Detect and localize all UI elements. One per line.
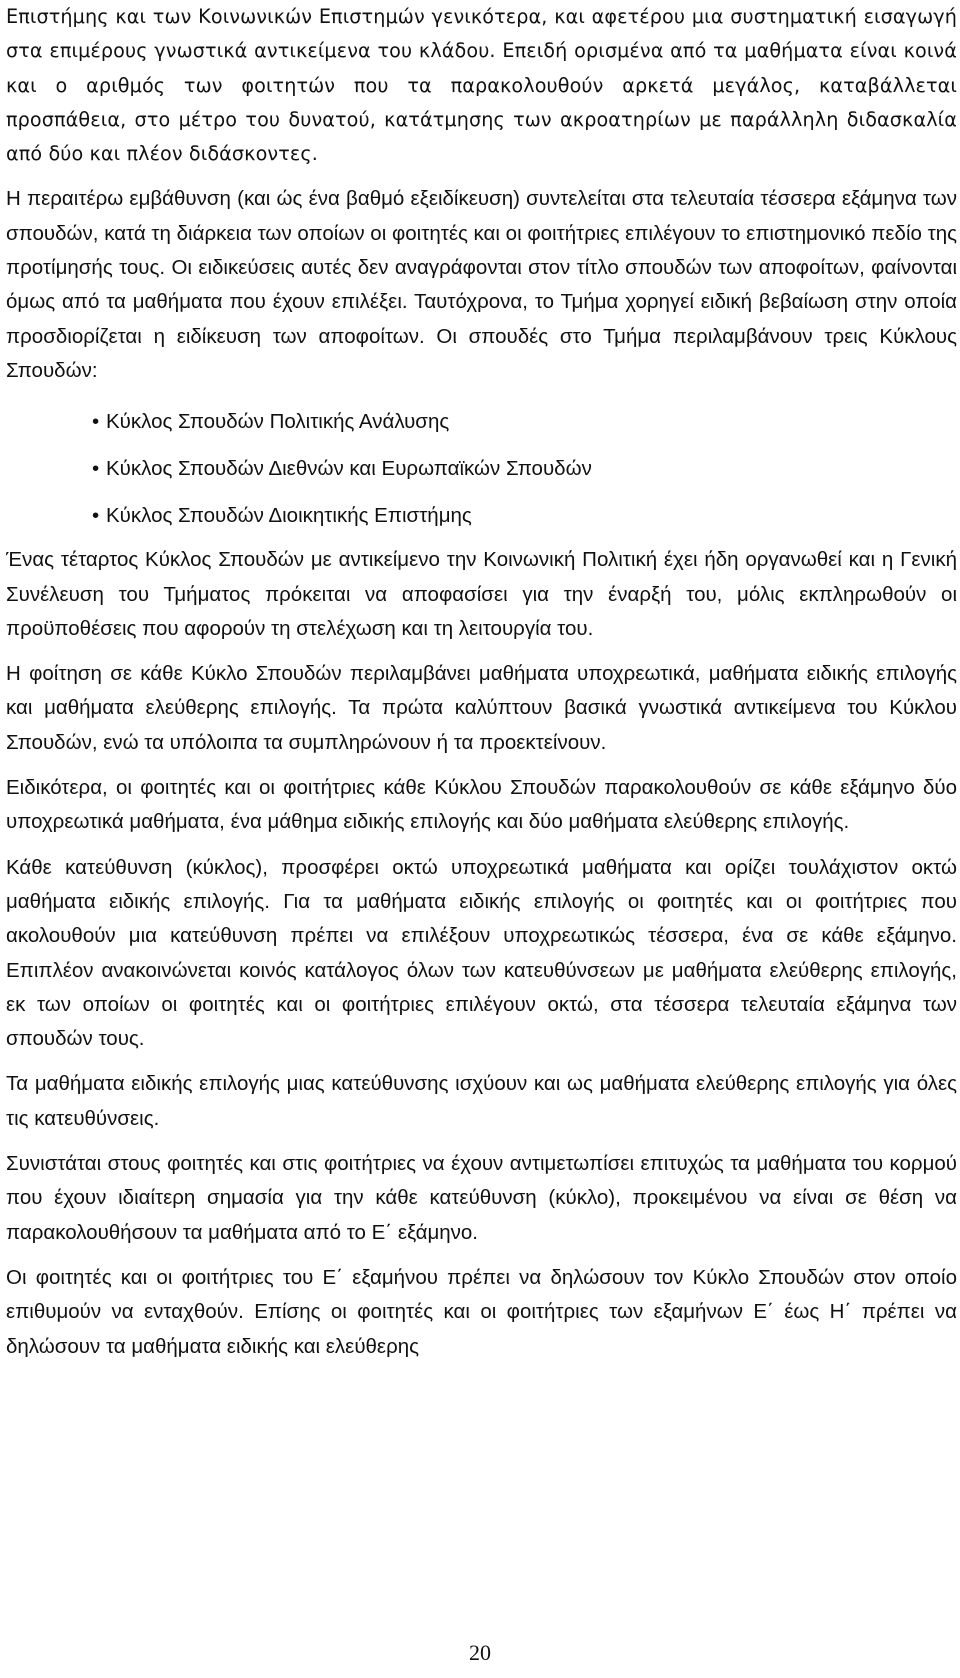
paragraph-spacer (6, 840, 957, 851)
list-item (6, 492, 957, 539)
list-item-label: Κύκλος Σπουδών Διεθνών και Ευρωπαϊκών Σπουδών (106, 457, 592, 481)
paragraph-elective-validity: Τα μαθήματα ειδικής επιλογής μιας κατεύθυνσης ισχύουν και ως μαθήματα ελεύθερης επιλογής για όλες τις κατευθύνσεις. (6, 1072, 957, 1130)
bullet-icon: • (92, 457, 100, 481)
paragraph-intro-continued: Επιστήμης και των Κοινωνικών Επιστημών γενικότερα, και αφετέρου μια συστηματική εισαγωγή στα επιμέρους γνωστικά αντικείμενα του κλάδου. Επειδή ορισμένα από τα μαθήματα είναι κοινά και ο αριθμός των φοιτητών που τα παρακολουθούν αρκετά μεγάλος, καταβάλλεται προσπάθεια, στο μέτρο του δυνατού, κατάτμησης των ακροατηρίων με παράλληλη διδασκαλία από δύο και πλέον διδάσκοντες. (6, 5, 957, 166)
paragraph-fourth-cycle: Ένας τέταρτος Κύκλος Σπουδών με αντικείμενο την Κοινωνική Πολιτική έχει ήδη οργανωθεί και η Γενική Συνέλευση του Τμήματος πρόκειται να αποφασίσει για την έναρξή του, μόλις εκπληρωθούν οι προϋποθέσεις που αφορούν τη στελέχωση και τη λειτουργία του. (6, 548, 957, 640)
paragraph-spacer (6, 760, 957, 771)
bullet-icon: • (92, 504, 100, 528)
study-cycles-list (6, 398, 957, 539)
list-item (6, 445, 957, 492)
paragraph-specialization: Η περαιτέρω εμβάθυνση (και ώς ένα βαθμό εξειδίκευση) συντελείται στα τελευταία τέσσερα εξάμηνα των σπουδών, κατά τη διάρκεια των οποίων οι φοιτητές και οι φοιτήτριες επιλέγουν το επιστημονικό πεδίο της προτίμησής τους. Οι ειδικεύσεις αυτές δεν αναγράφονται στον τίτλο σπουδών των αποφοίτων, φαίνονται όμως από τα μαθήματα που έχουν επιλέξει. Ταυτόχρονα, το Τμήμα χορηγεί ειδική βεβαίωση στην οποία προσδιορίζεται η ειδίκευση των αποφοίτων. Οι σπουδές στο Τμήμα περιλαμβάνουν τρεις Κύκλους Σπουδών: (6, 187, 957, 382)
list-item-label: Κύκλος Σπουδών Πολιτικής Ανάλυσης (106, 410, 450, 434)
paragraph-attendance: Η φοίτηση σε κάθε Κύκλο Σπουδών περιλαμβάνει μαθήματα υποχρεωτικά, μαθήματα ειδικής επιλογής και μαθήματα ελεύθερης επιλογής. Τα πρώτα καλύπτουν βασικά γνωστικά αντικείμενα του Κύκλου Σπουδών, ενώ τα υπόλοιπα τα συμπληρώνουν ή τα προεκτείνουν. (6, 662, 957, 754)
page-number: 20 (469, 1640, 491, 1665)
list-item (6, 398, 957, 445)
paragraph-declaration: Οι φοιτητές και οι φοιτήτριες του Ε΄ εξαμήνου πρέπει να δηλώσουν τον Κύκλο Σπουδών στον οποίο επιθυμούν να ενταχθούν. Επίσης οι φοιτητές και οι φοιτήτριες των εξαμήνων Ε΄ έως Η΄ πρέπει να δηλώσουν τα μαθήματα ειδικής και ελεύθερης (6, 1265, 957, 1358)
paragraph-semester-courses: Ειδικότερα, οι φοιτητές και οι φοιτήτριες κάθε Κύκλου Σπουδών παρακολουθούν σε κάθε εξάμηνο δύο υποχρεωτικά μαθήματα, ένα μάθημα ειδικής επιλογής και δύο μαθήματα ελεύθερης επιλογής. (6, 776, 957, 834)
paragraph-spacer (6, 1136, 957, 1147)
paragraph-spacer (6, 1250, 957, 1261)
paragraph-recommendation: Συνιστάται στους φοιτητές και στις φοιτήτριες να έχουν αντιμετωπίσει επιτυχώς τα μαθήματα του κορμού που έχουν ιδιαίτερη σημασία για την κάθε κατεύθυνση (κύκλο), προκειμένου να είναι σε θέση να παρακολουθήσουν τα μαθήματα από το Ε΄ εξάμηνο. (6, 1152, 957, 1244)
paragraph-spacer (6, 646, 957, 657)
list-item-label: Κύκλος Σπουδών Διοικητικής Επιστήμης (106, 504, 472, 528)
paragraph-direction-courses: Κάθε κατεύθυνση (κύκλος), προσφέρει οκτώ υποχρεωτικά μαθήματα και ορίζει τουλάχιστον οκτώ μαθήματα ειδικής επιλογής. Για τα μαθήματα ειδικής επιλογής οι φοιτητές και οι φοιτήτριες που ακολουθούν μια κατεύθυνση πρέπει να επιλέξουν υποχρεωτικώς τέσσερα, ένα σε κάθε εξάμηνο. Επιπλέον ανακοινώνεται κοινός κατάλογος όλων των κατευθύνσεων με μαθήματα ελεύθερης επιλογής, εκ των οποίων οι φοιτητές και οι φοιτήτριες επιλέγουν οκτώ, στα τέσσερα τελευταία εξάμηνα των σπουδών τους. (6, 855, 957, 1051)
paragraph-spacer (6, 1056, 957, 1067)
document-page (6, 0, 957, 1364)
paragraph-spacer (6, 171, 957, 182)
bullet-icon: • (92, 410, 100, 434)
